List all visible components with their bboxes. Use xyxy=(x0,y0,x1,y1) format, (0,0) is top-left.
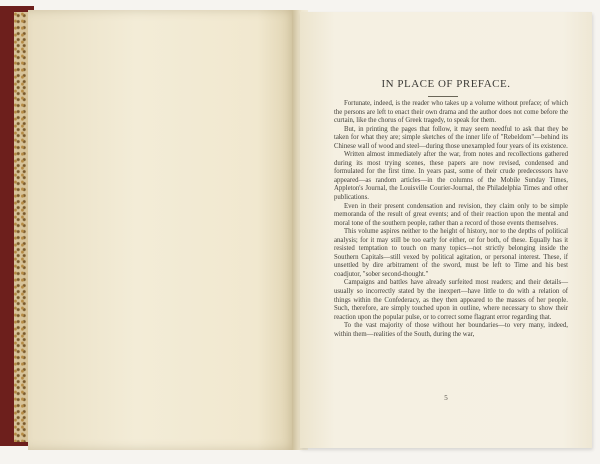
paragraph: Written almost immediately after the war, from notes and recollections gathered during its most trying scenes, these papers are now revised, condensed and formulated for the first time. In years past, some of their crude predecessors have appeared—as random articles—in the columns of the Mobile Sunday Times, Appleton's Journal, the Louisville Courier-Journal, the Philadelphia Times and other publications. xyxy=(334,151,568,202)
paragraph: But, in printing the pages that follow, it may seem needful to ask that they be taken for what they are; simple sketches of the inner life of "Rebeldom"—behind its Chinese wall of wood and steel—during those unexampled four years of its existence. xyxy=(334,125,568,150)
paragraph: To the vast majority of those without her boundaries—to very many, indeed, within them—realities of the South, during the war, xyxy=(334,322,568,338)
body-text xyxy=(334,100,568,339)
page-number: 5 xyxy=(444,394,448,402)
paragraph: This volume aspires neither to the height of history, nor to the depths of political analysis; for it may still be too early for either, or for both, of these. Equally has it resisted temptation to touch on many topics—not strictly belonging inside the Southern Capitals—still vexed by political agitation, or personal interest. These, if unsettled by dire arbitrament of the sword, must be left to Time and his best coadjutor, "sober second-thought." xyxy=(334,228,568,278)
paragraph: Fortunate, indeed, is the reader who takes up a volume without preface; of which the persons are left to enact their own drama and the author does not come before the curtain, like the chorus of Greek tragedy, to speak for them. xyxy=(334,100,568,125)
paragraph: Campaigns and battles have already surfeited most readers; and their details—usually so incorrectly stated by the inexpert—have little to do with a relation of things within the Confederacy, as they then appeared to the masses of her people. Such, therefore, are simply touched upon in outline, where necessary to show their reaction upon the popular pulse, or to correct some flagrant error regarding that. xyxy=(334,279,568,321)
paragraph: Even in their present condensation and revision, they claim only to be simple memoranda of the result of great events; and of their reaction upon the mental and moral tone of the southern people, rather than a record of those events themselves. xyxy=(334,202,568,227)
chapter-heading: IN PLACE OF PREFACE. xyxy=(381,78,511,90)
heading-rule xyxy=(428,96,458,97)
left-page xyxy=(28,10,298,450)
